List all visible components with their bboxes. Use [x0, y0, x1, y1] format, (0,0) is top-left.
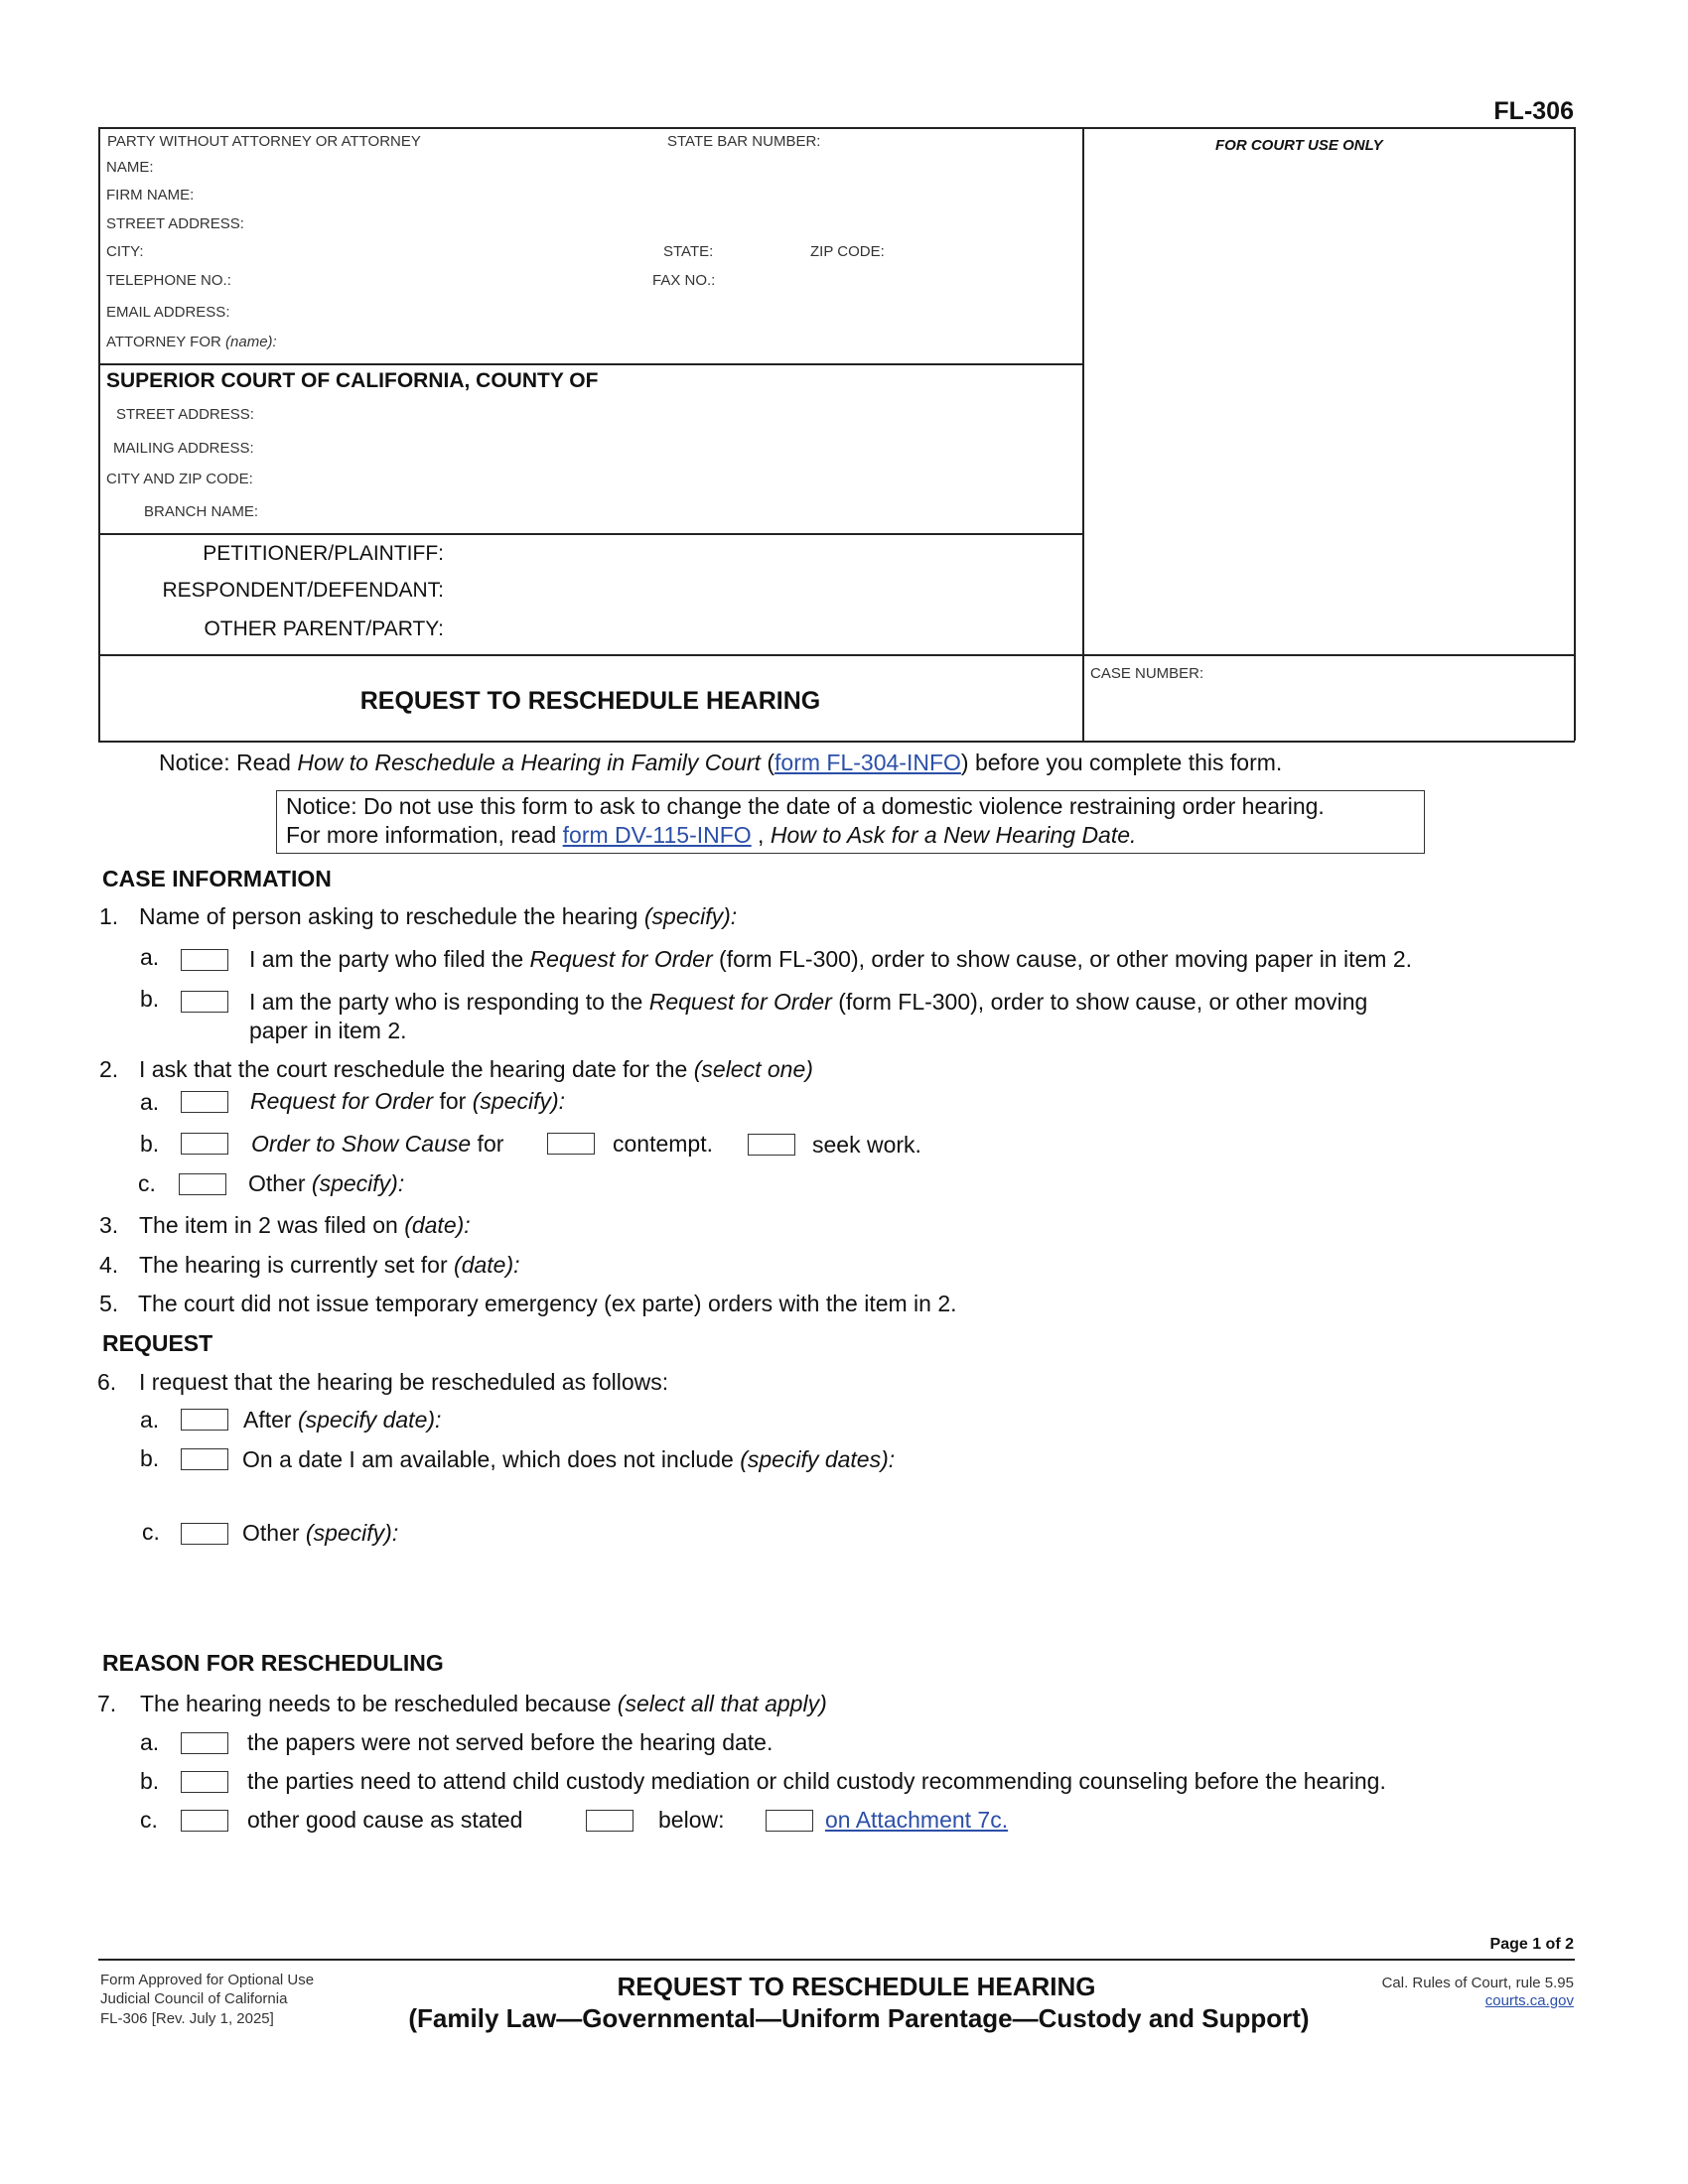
item-6a-text: After (specify date): [243, 1407, 442, 1433]
item-1-text: Name of person asking to reschedule the hearing (specify): [139, 903, 738, 929]
item-letter: a. [140, 1089, 160, 1115]
state-field[interactable]: STATE: [663, 243, 714, 260]
header-box-bottom [98, 741, 1575, 743]
case-number-field[interactable]: CASE NUMBER: [1090, 665, 1204, 682]
header-sep-1 [98, 363, 1082, 365]
page-number: Page 1 of 2 [1489, 1936, 1574, 1953]
email-field[interactable]: EMAIL ADDRESS: [106, 304, 230, 321]
below-label: below: [658, 1807, 725, 1833]
header-sep-3 [98, 654, 1575, 656]
section-reason: REASON FOR RESCHEDULING [102, 1650, 444, 1676]
item-letter: b. [140, 1445, 160, 1471]
court-use-label: FOR COURT USE ONLY [1215, 137, 1383, 154]
form-title: REQUEST TO RESCHEDULE HEARING [359, 687, 821, 715]
footer-council: Judicial Council of California [100, 1990, 288, 2007]
dv-115-info-link[interactable]: form DV-115-INFO [562, 822, 752, 848]
other-parent-field[interactable]: OTHER PARENT/PARTY: [204, 617, 444, 640]
dv-notice-line1: Notice: Do not use this form to ask to change the date of a domestic violence restraining order hearing. [286, 793, 1325, 819]
item-letter: b. [140, 986, 160, 1012]
item-6b-text: On a date I am available, which does not include (specify dates): [242, 1446, 896, 1472]
firm-name-field[interactable]: FIRM NAME: [106, 187, 195, 204]
item-number: 6. [97, 1369, 117, 1395]
item-2c-text: Other (specify): [248, 1170, 405, 1196]
header-box-right [1574, 127, 1576, 741]
state-bar-field[interactable]: STATE BAR NUMBER: [667, 133, 821, 150]
item-1b-cont: paper in item 2. [249, 1018, 407, 1043]
street-address-field[interactable]: STREET ADDRESS: [106, 215, 244, 232]
item-2b-text: Order to Show Cause for [251, 1131, 504, 1157]
form-id: FL-306 [1493, 97, 1574, 125]
item-number: 2. [99, 1056, 119, 1082]
item-number: 5. [99, 1291, 119, 1316]
checkbox-2b[interactable] [181, 1133, 228, 1155]
item-2a-text: Request for Order for (specify): [250, 1088, 566, 1114]
fl-304-info-link[interactable]: form FL-304-INFO [774, 750, 961, 775]
checkbox-below[interactable] [586, 1810, 633, 1832]
attorney-for-field[interactable] [106, 335, 277, 349]
item-letter: c. [140, 1807, 158, 1833]
court-name: SUPERIOR COURT OF CALIFORNIA, COUNTY OF [106, 369, 599, 392]
item-letter: c. [138, 1170, 156, 1196]
checkbox-7c[interactable] [181, 1810, 228, 1832]
item-number: 1. [99, 903, 119, 929]
item-6-text: I request that the hearing be rescheduled as follows: [139, 1369, 669, 1395]
notice-read: Notice: Read How to Reschedule a Hearing in Family Court (form FL-304-INFO) before you complete this form. [159, 750, 1283, 775]
court-cityzip-field[interactable]: CITY AND ZIP CODE: [106, 471, 253, 487]
courts-ca-gov-link[interactable]: courts.ca.gov [1484, 1992, 1574, 2009]
item-letter: b. [140, 1131, 160, 1157]
court-mailing-field[interactable]: MAILING ADDRESS: [113, 440, 254, 457]
footer-rule [98, 1959, 1575, 1961]
checkbox-2a[interactable] [181, 1091, 228, 1113]
footer-rev: FL-306 [Rev. July 1, 2025] [100, 2010, 274, 2027]
checkbox-7a[interactable] [181, 1732, 228, 1754]
checkbox-6a[interactable] [181, 1409, 228, 1431]
respondent-field[interactable]: RESPONDENT/DEFENDANT: [162, 579, 444, 602]
fax-field[interactable]: FAX NO.: [652, 272, 716, 289]
checkbox-7b[interactable] [181, 1771, 228, 1793]
attorney-for-label: ATTORNEY FOR [106, 334, 221, 350]
footer-title: REQUEST TO RESCHEDULE HEARING [617, 1972, 1096, 2001]
item-4-text: The hearing is currently set for (date): [139, 1252, 520, 1278]
footer-subtitle: (Family Law—Governmental—Uniform Parentage—Custody and Support) [408, 2003, 1310, 2033]
dv-notice-line2: For more information, read form DV-115-INFO , How to Ask for a New Hearing Date. [286, 822, 1137, 848]
item-7c-text: other good cause as stated [247, 1807, 523, 1833]
court-street-field[interactable]: STREET ADDRESS: [116, 406, 254, 423]
checkbox-1b[interactable] [181, 991, 228, 1013]
attachment-7c-link[interactable]: on Attachment 7c. [825, 1807, 1009, 1833]
party-label: PARTY WITHOUT ATTORNEY OR ATTORNEY [107, 133, 421, 150]
attorney-for-hint: (name): [225, 334, 277, 350]
footer-approved: Form Approved for Optional Use [100, 1972, 315, 1988]
item-1b-text: I am the party who is responding to the Request for Order (form FL-300), order to show cause, or other moving [249, 989, 1368, 1015]
checkbox-seek-work[interactable] [748, 1134, 795, 1156]
footer-rules: Cal. Rules of Court, rule 5.95 [1381, 1975, 1574, 1991]
header-box-top [98, 127, 1575, 129]
checkbox-contempt[interactable] [547, 1133, 595, 1155]
item-letter: a. [140, 1729, 160, 1755]
petitioner-field[interactable]: PETITIONER/PLAINTIFF: [203, 542, 444, 565]
item-1a-text: I am the party who filed the Request for Order (form FL-300), order to show cause, or other moving paper in item 2. [249, 946, 1413, 972]
header-divider [1082, 127, 1084, 741]
item-letter: a. [140, 1407, 160, 1433]
item-letter: a. [140, 944, 160, 970]
item-letter: b. [140, 1768, 160, 1794]
section-request: REQUEST [102, 1330, 213, 1356]
contempt-label: contempt. [613, 1131, 713, 1157]
header-sep-2 [98, 533, 1082, 535]
item-7-text: The hearing needs to be rescheduled because (select all that apply) [140, 1691, 827, 1716]
header-box-left [98, 127, 100, 741]
item-6c-text: Other (specify): [242, 1520, 399, 1546]
item-letter: c. [142, 1519, 160, 1545]
checkbox-1a[interactable] [181, 949, 228, 971]
item-7a-text: the papers were not served before the hearing date. [247, 1729, 774, 1755]
checkbox-attachment[interactable] [766, 1810, 813, 1832]
court-branch-field[interactable]: BRANCH NAME: [144, 503, 259, 520]
section-case-information: CASE INFORMATION [102, 866, 332, 891]
item-3-text: The item in 2 was filed on (date): [139, 1212, 471, 1238]
item-2-text: I ask that the court reschedule the hearing date for the (select one) [139, 1056, 813, 1082]
zip-field[interactable]: ZIP CODE: [810, 243, 885, 260]
item-number: 3. [99, 1212, 119, 1238]
name-field[interactable]: NAME: [106, 159, 154, 176]
city-field[interactable]: CITY: [106, 243, 144, 260]
checkbox-6b[interactable] [181, 1448, 228, 1470]
item-7b-text: the parties need to attend child custody mediation or child custody recommending counseling before the hearing. [247, 1768, 1386, 1794]
item-number: 7. [97, 1691, 117, 1716]
checkbox-6c[interactable] [181, 1523, 228, 1545]
item-5-text: The court did not issue temporary emergency (ex parte) orders with the item in 2. [138, 1291, 957, 1316]
item-number: 4. [99, 1252, 119, 1278]
telephone-field[interactable]: TELEPHONE NO.: [106, 272, 231, 289]
seek-work-label: seek work. [812, 1132, 921, 1158]
checkbox-2c[interactable] [179, 1173, 226, 1195]
